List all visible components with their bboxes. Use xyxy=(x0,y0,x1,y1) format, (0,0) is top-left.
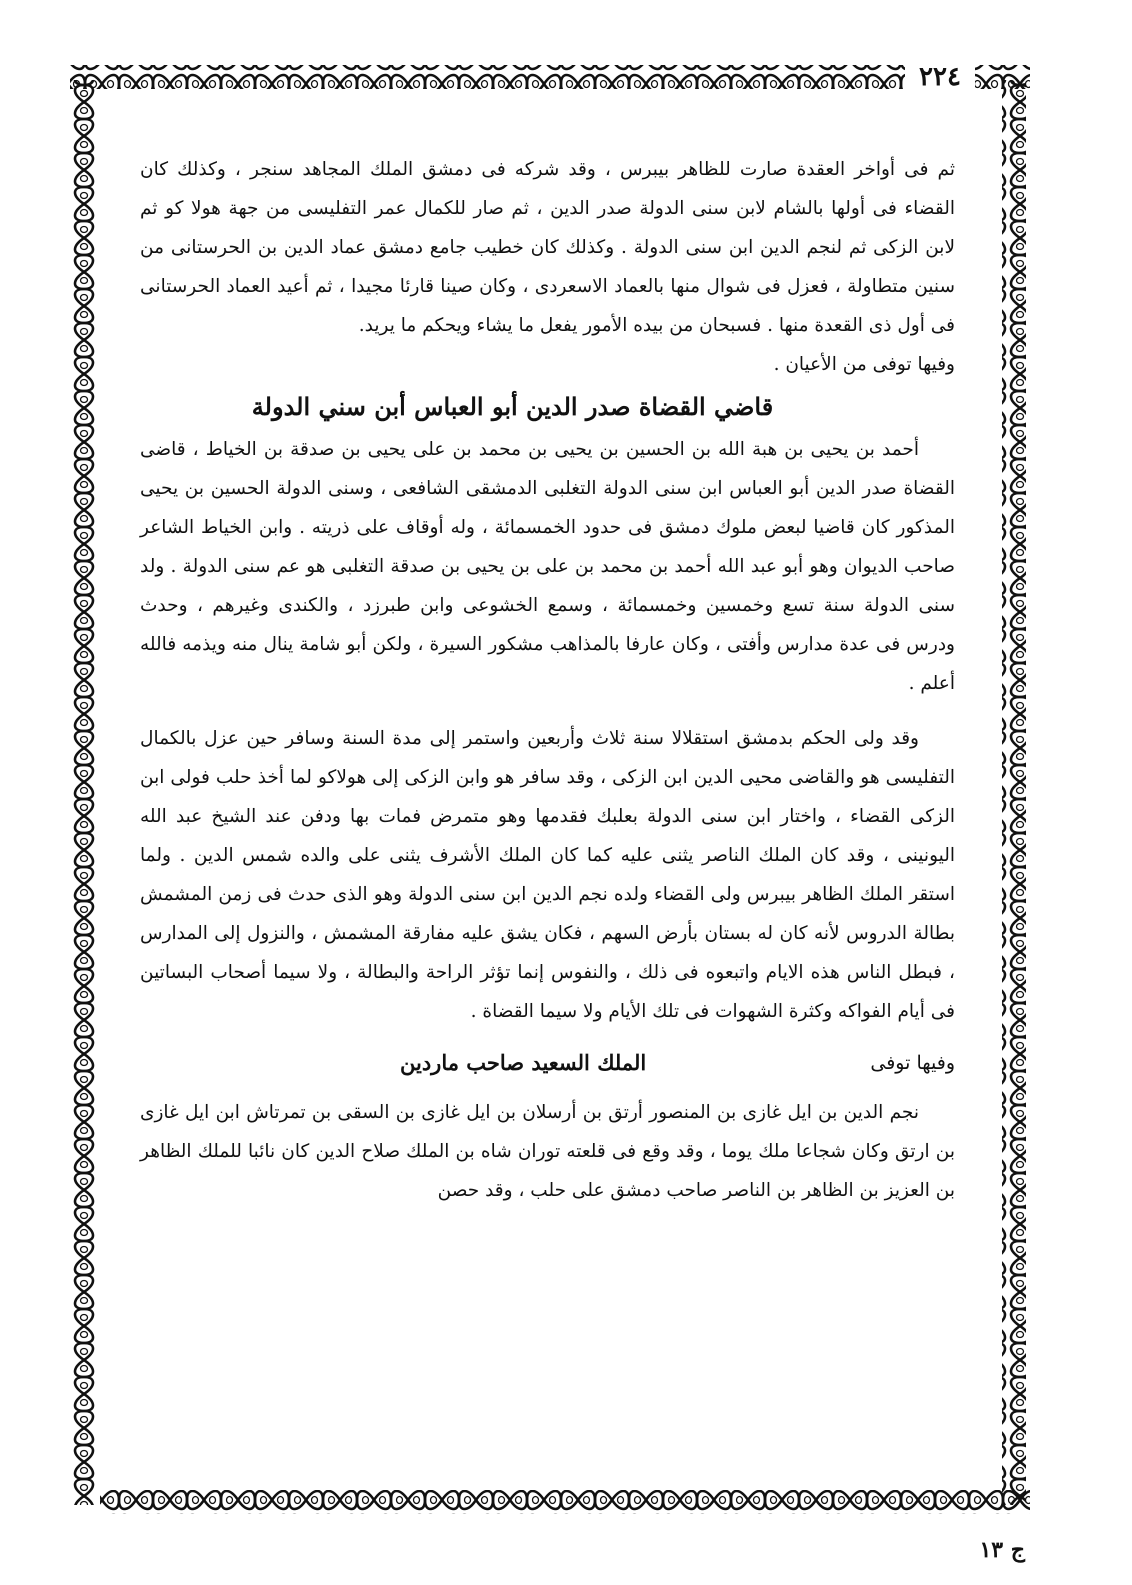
paragraph-bio-2: وقد ولى الحكم بدمشق استقلالا سنة ثلاث وأربعين واستمر إلى مدة السنة وسافر حين عزل بالكمال التفليسى هو والقاضى محيى الدين ابن الزكى ، وقد سافر هو وابن الزكى إلى هولاكو لما أخذ حلب فولى ابن الزكى القضاء ، واختار ابن سنى الدولة بعلبك فقدمها وهو متمرض فمات بها ودفن عند الشيخ عبد الله اليونينى ، وقد كان الملك الناصر يثنى عليه كما كان الملك الأشرف يثنى على والده شمس الدين . ولما استقر الملك الظاهر بيبرس ولى القضاء ولده نجم الدين ابن سنى الدولة وهو الذى حدث فى زمن المشمش بطالة الدروس لأنه كان له بستان بأرض السهم ، فكان يشق عليه مفارقة المشمش ، والنزول إلى المدارس ، فبطل الناس هذه الايام واتبعوه فى ذلك ، والنفوس إنما تؤثر الراحة والبطالة ، ولا سيما أصحاب البساتين فى أيام الفواكه وكثرة الشهوات فى تلك الأيام ولا سيما القضاة . xyxy=(140,728,955,1022)
section-heading-mardin xyxy=(140,1043,955,1083)
paragraph-gap xyxy=(140,703,955,719)
border-bottom xyxy=(100,1490,1030,1514)
section-heading-qadi: قاضي القضاة صدر الدين أبو العباس أبن سني الدولة xyxy=(251,392,774,421)
heading-lead: وفيها توفى xyxy=(870,1052,955,1074)
page-number: ٢٢٤ xyxy=(905,60,975,94)
volume-signature: ج ١٣ xyxy=(979,1537,1025,1563)
border-right xyxy=(1002,80,1026,1505)
paragraph-deaths-intro: وفيها توفى من الأعيان . xyxy=(773,354,955,375)
border-top xyxy=(70,65,1030,89)
paragraph-mardin: نجم الدين بن ايل غازى بن المنصور أرتق بن أرسلان بن ايل غازى بن السقى بن تمرتاش ابن ايل غازى بن ارتق وكان شجاعا ملك يوما ، وقد وقع فى قلعته توران شاه بن الملك صلاح الدين كان نائبا للملك الظاهر بن العزيز بن الظاهر بن الناصر صاحب دمشق على حلب ، وقد حصن xyxy=(140,1102,955,1201)
paragraph-bio-1: أحمد بن يحيى بن هبة الله بن الحسين بن يحيى بن محمد بن على يحيى بن صدقة بن الخياط ، قاضى القضاة صدر الدين أبو العباس ابن سنى الدولة التغلبى الدمشقى الشافعى ، وسنى الدولة الحسين بن يحيى المذكور كان قاضيا لبعض ملوك دمشق فى حدود الخمسمائة ، وله أوقاف على ذريته . وابن الخياط الشاعر صاحب الديوان وهو أبو عبد الله أحمد بن محمد بن على بن يحيى بن صدقة التغلبى هو عم سنى الدولة . ولد سنى الدولة سنة تسع وخمسين وخمسمائة ، وسمع الخشوعى وابن طبرزد ، والكندى وغيرهم ، وحدث ودرس فى عدة مدارس وأفتى ، وكان عارفا بالمذاهب مشكور السيرة ، ولكن أبو شامة ينال منه ويذمه فالله أعلم . xyxy=(140,439,955,694)
border-left xyxy=(72,80,96,1505)
heading-title: الملك السعيد صاحب ماردين xyxy=(400,1050,647,1075)
paragraph-intro: ثم فى أواخر العقدة صارت للظاهر بيبرس ، وقد شركه فى دمشق الملك المجاهد سنجر ، وكذلك كان القضاء فى أولها بالشام لابن سنى الدولة صدر الدين ، ثم صار للكمال عمر التفليسى من جهة هولا كو ثم لابن الزكى ثم لنجم الدين ابن سنى الدولة . وكذلك كان خطيب جامع دمشق عماد الدين بن الحرستانى من سنين متطاولة ، فعزل فى شوال منها بالعماد الاسعردى ، وكان صينا قارئا مجيدا ، ثم أعيد العماد الحرستانى فى أول ذى القعدة منها . فسبحان من بيده الأمور يفعل ما يشاء ويحكم ما يريد. xyxy=(140,159,955,336)
page-body xyxy=(140,150,955,1210)
